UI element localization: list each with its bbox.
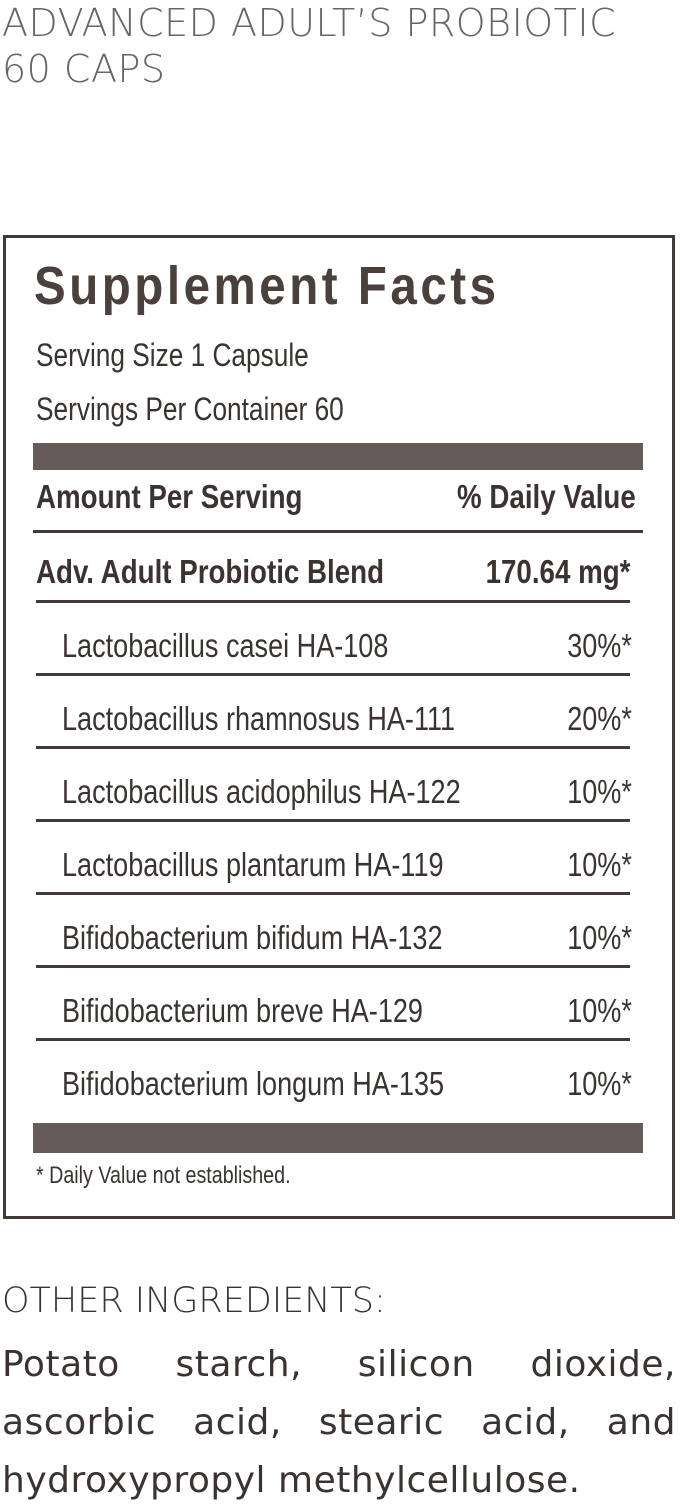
ingredient-dv: 10%* [567,919,632,956]
blend-divider [36,600,630,603]
ingredient-divider [36,673,630,676]
daily-value-header: % Daily Value [457,478,636,515]
amount-per-serving-header: Amount Per Serving [36,478,303,515]
ingredient-dv: 20%* [567,700,632,737]
other-ingredients-heading: OTHER INGREDIENTS: [2,1281,386,1321]
product-title [2,0,678,92]
servings-per-container: Servings Per Container 60 [36,391,344,427]
supplement-facts-title: Supplement Facts [34,256,500,316]
ingredient-name: Bifidobacterium bifidum HA-132 [62,919,443,956]
product-title-line1: ADVANCED ADULT’S PROBIOTIC [2,1,617,45]
header-divider [33,530,643,533]
serving-size: Serving Size 1 Capsule [36,337,309,373]
product-title-line2: 60 CAPS [2,47,166,91]
ingredient-row [62,698,632,746]
ingredient-name: Lactobacillus plantarum HA-119 [62,846,444,883]
ingredient-divider [36,746,630,749]
column-header-row [36,474,636,524]
ingredient-row [62,1063,632,1111]
blend-amount: 170.64 mg* [485,553,630,590]
other-ingredients-text: Potato starch, silicon dioxide, ascorbic acid, stearic acid, and hydroxypropyl methylcellulose. [2,1344,676,1501]
thick-divider-bottom [33,1123,643,1153]
ingredient-dv: 10%* [567,773,632,810]
blend-row [36,547,630,599]
ingredient-divider [36,1038,630,1041]
ingredient-dv: 10%* [567,846,632,883]
ingredient-row [62,990,632,1038]
ingredient-dv: 30%* [567,627,632,664]
ingredient-name: Lactobacillus casei HA-108 [62,627,389,664]
ingredient-row [62,625,632,673]
ingredient-name: Bifidobacterium breve HA-129 [62,992,423,1029]
ingredient-row [62,771,632,819]
ingredient-divider [36,892,630,895]
ingredient-divider [36,965,630,968]
ingredient-name: Bifidobacterium longum HA-135 [62,1065,445,1102]
ingredient-dv: 10%* [567,992,632,1029]
ingredient-dv: 10%* [567,1065,632,1102]
thick-divider-top [33,443,643,470]
ingredient-name: Lactobacillus acidophilus HA-122 [62,773,461,810]
ingredient-row [62,917,632,965]
ingredient-divider [36,819,630,822]
daily-value-footnote: * Daily Value not established. [36,1162,291,1189]
ingredient-name: Lactobacillus rhamnosus HA-111 [62,700,456,737]
blend-name: Adv. Adult Probiotic Blend [36,553,385,590]
ingredient-row [62,844,632,892]
